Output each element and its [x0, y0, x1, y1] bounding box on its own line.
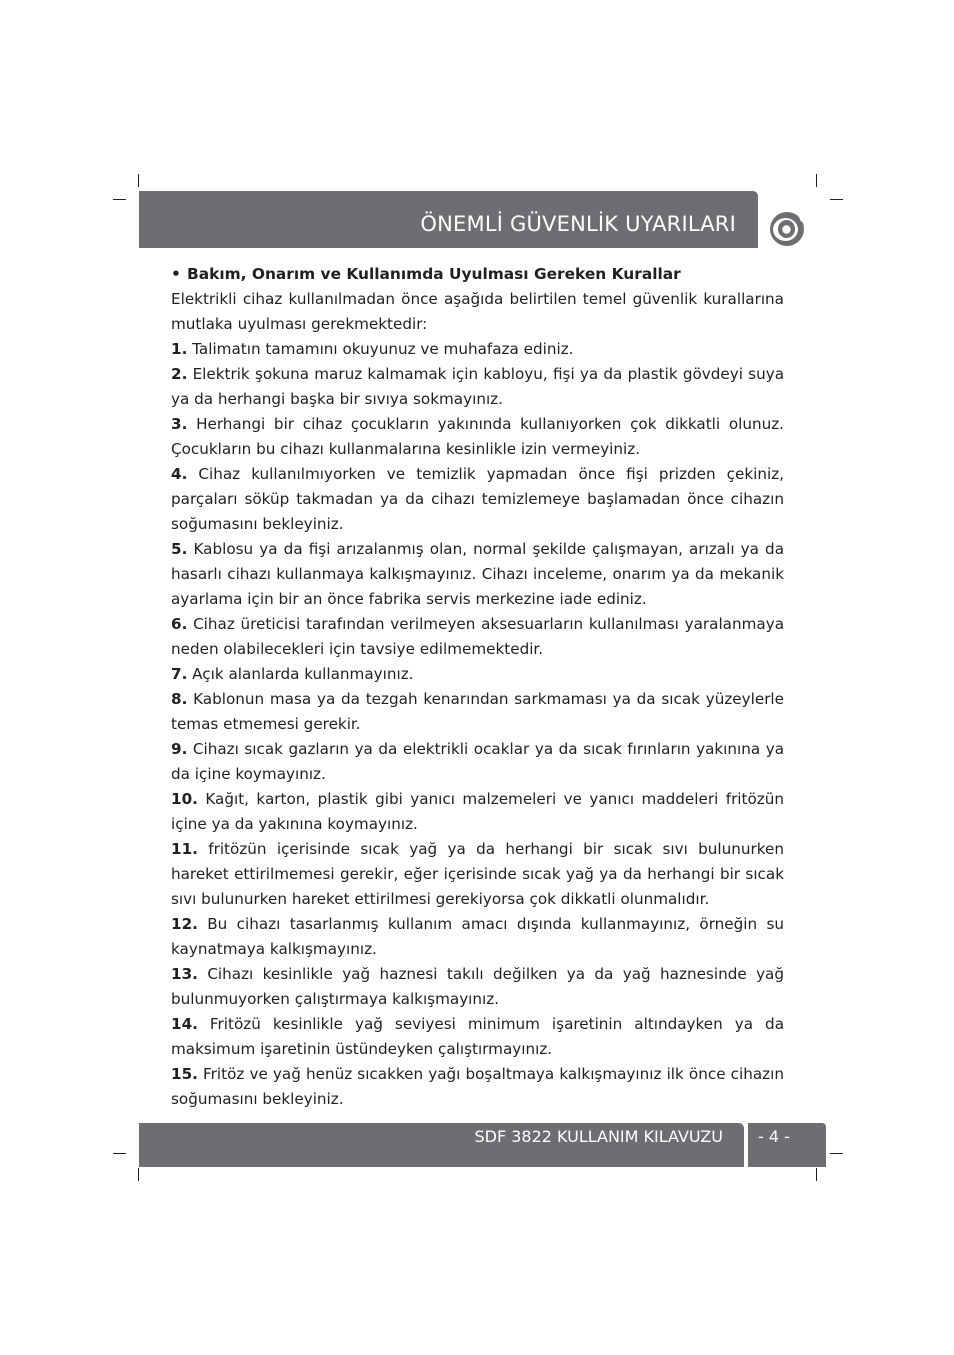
list-item: 7. Açık alanlarda kullanmayınız.: [171, 665, 414, 683]
manual-title: SDF 3822 KULLANIM KILAVUZU: [474, 1127, 723, 1146]
crop-mark: [830, 199, 843, 200]
crop-mark: [138, 174, 139, 187]
section-heading: • Bakım, Onarım ve Kullanımda Uyulması Gereken Kurallar: [171, 262, 784, 287]
header-bar: [139, 191, 758, 248]
section-intro: Elektrikli cihaz kullanılmadan önce aşağıda belirtilen temel güvenlik kurallarına mutlaka uyulması gerekmektedir:: [171, 290, 784, 333]
crop-mark: [113, 1153, 126, 1154]
list-item: 14. Fritözü kesinlikle yağ seviyesi minimum işaretinin altındayken ya da maksimum işaretinin üstündeyken çalıştırmayınız.: [171, 1015, 784, 1058]
list-item: 6. Cihaz üreticisi tarafından verilmeyen aksesuarların kullanılması yaralanmaya neden olabilecekleri için tavsiye edilmemektedir.: [171, 615, 784, 658]
list-item: 15. Fritöz ve yağ henüz sıcakken yağı boşaltmaya kalkışmayınız ilk önce cihazın soğumasını bekleyiniz.: [171, 1065, 784, 1108]
crop-mark: [113, 199, 126, 200]
crop-mark: [830, 1153, 843, 1154]
list-item: 5. Kablosu ya da fişi arızalanmış olan, normal şekilde çalışmayan, arızalı ya da hasarlı cihazı kullanmaya kalkışmayınız. Cihazı inceleme, onarım ya da mekanik ayarlama için bir an önce fabrika servis merkezine iade ediniz.: [171, 540, 785, 608]
list-item: 3. Herhangi bir cihaz çocukların yakınında kullanıyorken çok dikkatli olunuz. Çocukların bu cihazı kullanmalarına kesinlikle izin vermeyiniz.: [171, 415, 785, 458]
page-number-box: [748, 1123, 826, 1167]
page-title: ÖNEMLİ GÜVENLİK UYARILARI: [420, 212, 736, 236]
list-item: 13. Cihazı kesinlikle yağ haznesi takılı değilken ya da yağ haznesinde yağ bulunmuyorken çalıştırmaya kalkışmayınız.: [171, 965, 785, 1008]
list-item: 4. Cihaz kullanılmıyorken ve temizlik yapmadan önce fişi prizden çekiniz, parçaları söküp takmadan ya da cihazı temizlemeye başlamadan önce cihazın soğumasını bekleyiniz.: [171, 465, 785, 533]
list-item: 10. Kağıt, karton, plastik gibi yanıcı malzemeleri ve yanıcı maddeleri fritözün içine ya da yakınına koymayınız.: [171, 790, 784, 833]
crop-mark: [816, 174, 817, 187]
list-item: 11. fritözün içerisinde sıcak yağ ya da herhangi bir sıcak sıvı bulunurken hareket ettirilmemesi gerekir, eğer içerisinde sıcak yağ ya da herhangi bir sıcak sıvı bulunurken hareket ettirilmesi gerekiyorsa çok dikkatli olunmalıdır.: [171, 840, 784, 908]
list-item: 9. Cihazı sıcak gazların ya da elektrikli ocaklar ya da sıcak fırınların yakınına ya da içine koymayınız.: [171, 740, 785, 783]
page-number: - 4 -: [758, 1127, 790, 1146]
bullet-icon: •: [171, 265, 181, 283]
list-item: 1. Talimatın tamamını okuyunuz ve muhafaza ediniz.: [171, 340, 574, 358]
footer-bar: [139, 1123, 744, 1167]
brand-o-logo-icon: [768, 210, 806, 248]
list-item: 8. Kablonun masa ya da tezgah kenarından sarkmaması ya da sıcak yüzeylerle temas etmemesi gerekir.: [171, 690, 784, 733]
crop-mark: [138, 1168, 139, 1181]
list-item: 12. Bu cihazı tasarlanmış kullanım amacı dışında kullanmayınız, örneğin su kaynatmaya kalkışmayınız.: [171, 915, 785, 958]
list-item: 2. Elektrik şokuna maruz kalmamak için kabloyu, fişi ya da plastik gövdeyi suya ya da herhangi başka bir sıvıya sokmayınız.: [171, 365, 784, 408]
crop-mark: [816, 1168, 817, 1181]
safety-instructions: [171, 262, 784, 1112]
